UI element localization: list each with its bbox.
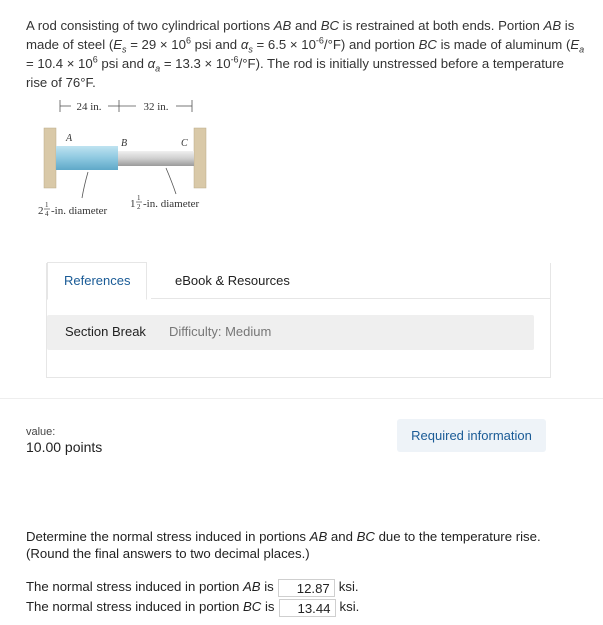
references-panel <box>46 263 551 378</box>
ea-var: E <box>570 37 580 52</box>
problem-text: psi and <box>97 56 148 71</box>
diam-ab-whole: 2 <box>38 205 44 217</box>
diam-ab-text: -in. diameter <box>51 205 108 217</box>
exponent: 6 <box>92 54 98 65</box>
alpha-s-var: α <box>240 37 249 52</box>
stress-ab-input[interactable]: 12.87 <box>278 579 335 597</box>
divider <box>0 398 603 399</box>
answer-portion: AB <box>242 579 261 594</box>
answer-row-bc <box>26 597 359 617</box>
ea-value: = 10.4 × 10 <box>26 56 93 71</box>
problem-text: /°F) and portion <box>323 37 419 52</box>
point-a: A <box>66 133 73 144</box>
answer-unit: ksi. <box>339 599 360 614</box>
problem-text: psi and <box>190 37 241 52</box>
portion-ab: AB <box>543 18 562 33</box>
problem-text: A rod consisting of two cylindrical portions <box>26 18 274 33</box>
section-break-bar <box>47 315 534 350</box>
es-sub: s <box>122 44 127 55</box>
question-part: Determine the normal stress induced in portions <box>26 529 310 544</box>
right-wall <box>194 128 206 188</box>
tab-ebook-resources[interactable]: eBook & Resources <box>175 273 290 288</box>
tabs-divider <box>151 298 550 299</box>
diam-bc-text: -in. diameter <box>143 198 200 210</box>
answer-portion: BC <box>242 599 262 614</box>
problem-text: is made of aluminum ( <box>436 37 571 52</box>
portion-ab: AB <box>273 18 292 33</box>
points-value: 10.00 points <box>26 439 103 455</box>
portion-bc: BC <box>320 18 340 33</box>
alpha-a-sub: a <box>155 63 161 74</box>
portion-bc: BC <box>356 529 375 544</box>
alpha-s-sub: s <box>248 44 253 55</box>
diam-ab-num: 1 <box>45 201 49 209</box>
question-part: due to the temperature rise. (Round the final answers to two decimal places.) <box>26 529 541 561</box>
point-b: B <box>121 138 128 149</box>
diam-bc-num: 1 <box>137 194 141 202</box>
problem-text: and <box>291 18 321 33</box>
portion-ab: AB <box>309 529 328 544</box>
steel-portion-ab <box>56 146 118 170</box>
alpha-a-value: = 13.3 × 10 <box>160 56 231 71</box>
problem-text: /°F). The rod is initially unstressed before a temperature rise of 76°F. <box>26 56 564 90</box>
answer-prefix: The normal stress induced in portion <box>26 599 243 614</box>
tab-references[interactable]: References <box>47 262 147 300</box>
alpha-s-value: = 6.5 × 10 <box>252 37 316 52</box>
answer-unit: ksi. <box>338 579 359 594</box>
difficulty-label: Difficulty: Medium <box>169 324 272 339</box>
exponent: -6 <box>230 54 239 65</box>
dim-ab-label: 24 in. <box>76 101 102 113</box>
es-value: = 29 × 10 <box>126 37 186 52</box>
leader-bc <box>166 168 176 194</box>
es-var: E <box>113 37 123 52</box>
diam-bc-whole: 1 <box>130 198 136 210</box>
problem-text: is made of steel ( <box>26 18 575 52</box>
answer-mid: is <box>261 599 275 614</box>
problem-statement <box>26 16 588 92</box>
exponent: 6 <box>185 35 191 46</box>
diam-ab-den: 4 <box>45 210 49 218</box>
answer-prefix: The normal stress induced in portion <box>26 579 243 594</box>
left-wall <box>44 128 56 188</box>
question-part: and <box>327 529 357 544</box>
alpha-a-var: α <box>147 56 156 71</box>
stress-bc-input[interactable]: 13.44 <box>279 599 336 617</box>
rod-diagram <box>26 94 216 230</box>
question-text <box>26 528 586 562</box>
value-label: value: <box>26 426 56 438</box>
dim-bc-label: 32 in. <box>143 101 169 113</box>
ea-sub: a <box>579 44 585 55</box>
exponent: -6 <box>315 35 324 46</box>
leader-ab <box>82 172 88 198</box>
portion-bc: BC <box>418 37 437 52</box>
point-c: C <box>181 138 188 149</box>
section-break-label: Section Break <box>65 324 146 339</box>
answer-mid: is <box>260 579 274 594</box>
rod-figure <box>26 94 216 230</box>
problem-text: is restrained at both ends. Portion <box>339 18 544 33</box>
diam-bc-den: 2 <box>137 203 141 211</box>
aluminum-portion-bc <box>118 151 194 166</box>
answer-row-ab <box>26 577 359 597</box>
required-information-button[interactable]: Required information <box>397 419 546 452</box>
